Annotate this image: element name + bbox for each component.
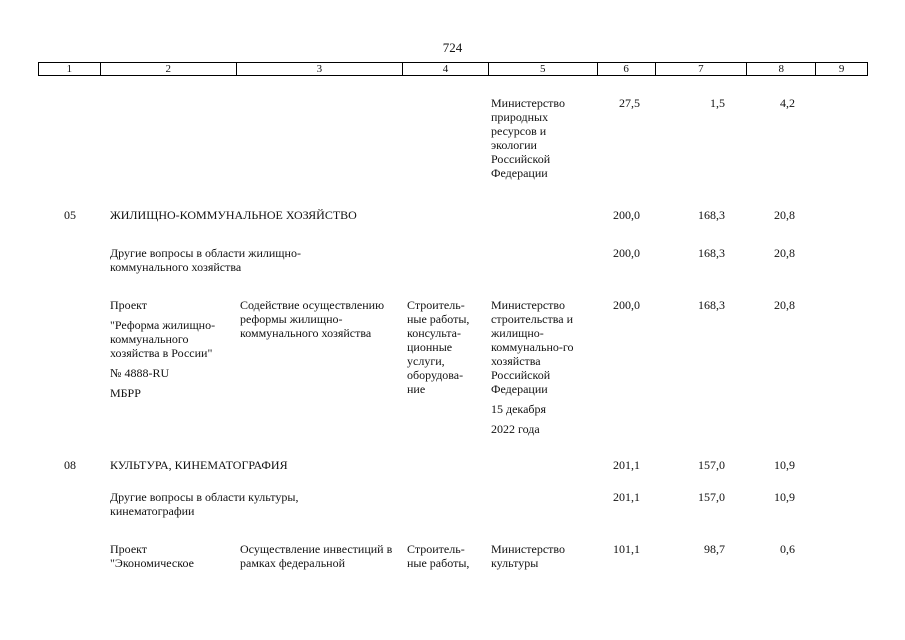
row6-col8: 0,6 [780,542,795,556]
row6-col7: 98,7 [704,542,725,556]
row1-code: 05 [64,208,76,222]
table-header-row [38,62,868,76]
row3-works: Строитель-ные работы, консульта-ционные услуги, оборудова-ние [407,298,470,396]
row1-col8: 20,8 [774,208,795,222]
row5-subsection: Другие вопросы в области культуры, кинематографии [110,490,299,518]
row1-section-title: ЖИЛИЩНО-КОММУНАЛЬНОЕ ХОЗЯЙСТВО [110,208,357,222]
row3-project-number: № 4888-RU [110,366,170,380]
row2-col7: 168,3 [698,246,725,260]
row4-section-title: КУЛЬТУРА, КИНЕМАТОГРАФИЯ [110,458,288,472]
row3-purpose: Содействие осуществлению реформы жилищно-коммунального хозяйства [240,298,385,340]
row6-col6: 101,1 [613,542,640,556]
row0-col6: 27,5 [619,96,640,110]
row3-project-lender: МБРР [110,386,141,400]
row5-col6: 201,1 [613,490,640,504]
row6-ministry: Министерство культуры [491,542,565,570]
row4-col7: 157,0 [698,458,725,472]
row6-project: Проект "Экономическое [110,542,194,570]
row3-project-label: Проект [110,298,148,312]
row1-col6: 200,0 [613,208,640,222]
row3-ministry [491,298,581,436]
col-header-4: 4 [403,63,489,75]
col-header-2: 2 [101,63,237,75]
row4-code: 08 [64,458,76,472]
row4-col8: 10,9 [774,458,795,472]
col-header-6: 6 [598,63,656,75]
row3-project-name: "Реформа жилищно-коммунального хозяйства в России" [110,318,216,360]
row2-col8: 20,8 [774,246,795,260]
row2-col6: 200,0 [613,246,640,260]
row2-subsection: Другие вопросы в области жилищно-коммунального хозяйства [110,246,301,274]
row3-date-day: 15 декабря [491,402,547,416]
col-header-1: 1 [39,63,101,75]
row5-col7: 157,0 [698,490,725,504]
page-number: 724 [442,40,463,55]
row3-date-year: 2022 года [491,422,540,436]
col-header-5: 5 [489,63,598,75]
row6-purpose: Осуществление инвестиций в рамках федеральной [240,542,393,570]
row3-col8: 20,8 [774,298,795,312]
row0-col7: 1,5 [710,96,725,110]
col-header-9: 9 [838,63,845,75]
row6-works: Строитель-ные работы, [407,542,470,570]
row3-col6: 200,0 [613,298,640,312]
row0-ministry: Министерство природных ресурсов и экологии Российской Федерации [491,96,565,180]
row0-col8: 4,2 [780,96,795,110]
row5-col8: 10,9 [774,490,795,504]
row3-project [110,298,228,400]
col-header-8: 8 [747,63,816,75]
row3-col7: 168,3 [698,298,725,312]
row4-col6: 201,1 [613,458,640,472]
row3-ministry-name: Министерство строительства и жилищно-коммунально-го хозяйства Российской Федерации [491,298,574,396]
row1-col7: 168,3 [698,208,725,222]
col-header-3: 3 [237,63,404,75]
col-header-7: 7 [656,63,748,75]
